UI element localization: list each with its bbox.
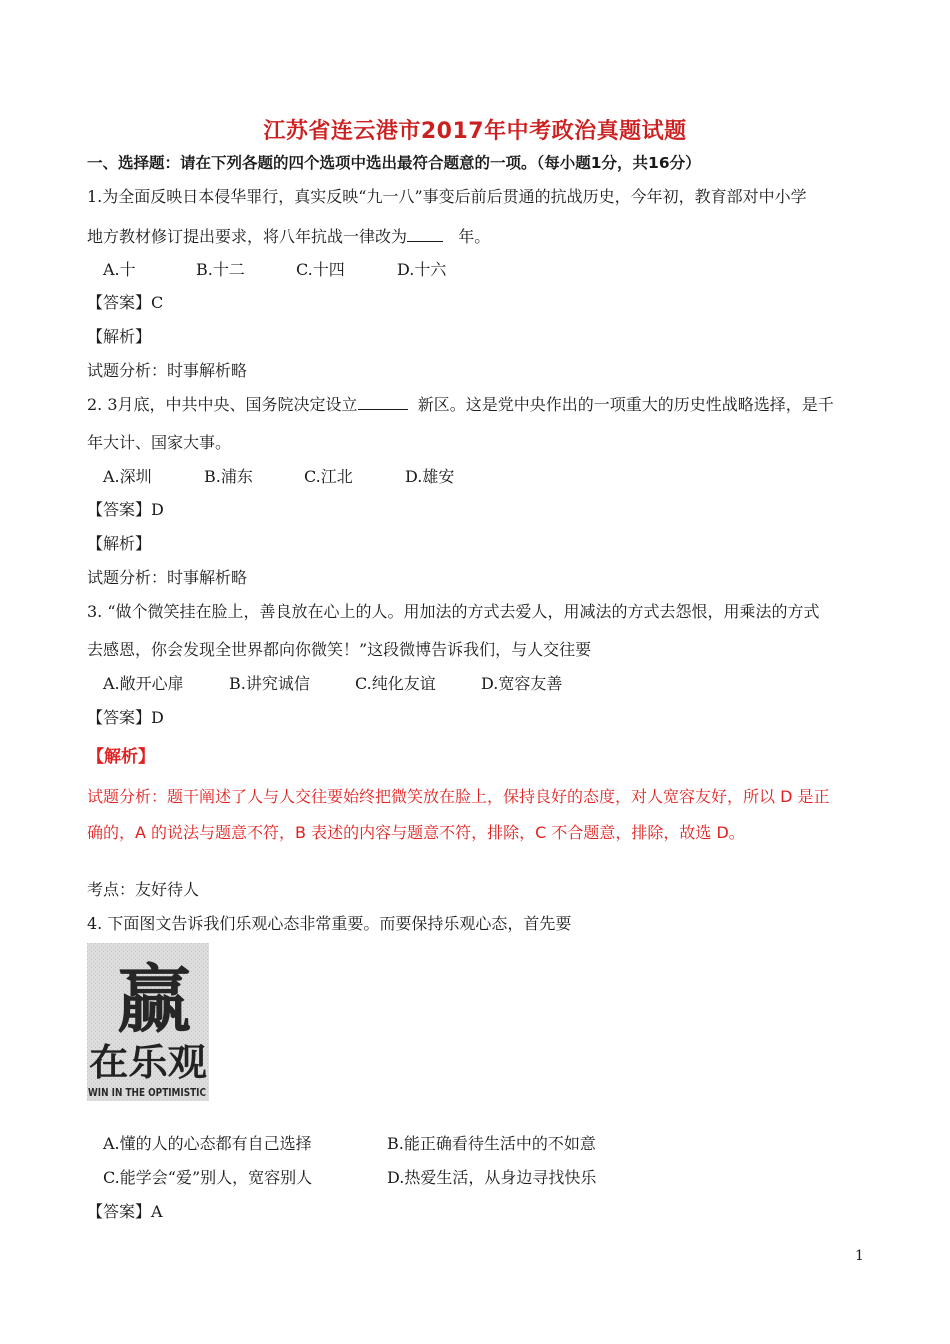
q2-option-d: D.雄安 (405, 467, 455, 486)
q3-stem-line2: 去感恩，你会发现全世界都向你微笑！”这段微博告诉我们，与人交往要 (87, 640, 592, 659)
page-number: 1 (855, 1248, 864, 1264)
q3-option-b: B.讲究诚信 (229, 674, 310, 693)
q4-answer: 【答案】A (87, 1202, 163, 1221)
q4-option-b: B.能正确看待生活中的不如意 (387, 1134, 596, 1153)
q3-stem-line1: 3. “做个微笑挂在脸上，善良放在心上的人。用加法的方式去爱人，用减法的方式去怨恨，用乘法的方式 (87, 602, 820, 621)
q3-option-c: C.纯化友谊 (355, 674, 436, 693)
q3-analysis-line2: 确的，A 的说法与题意不符，B 表述的内容与题意不符，排除，C 不合题意，排除，故选 D。 (87, 823, 745, 842)
q2-analysis-heading: 【解析】 (87, 534, 152, 553)
q3-analysis-heading: 【解析】 (87, 747, 155, 767)
q3-analysis-line1: 试题分析：题干阐述了人与人交往要始终把微笑放在脸上，保持良好的态度，对人宽容友好，所以 D 是正 (87, 787, 830, 806)
q1-option-d: D.十六 (397, 260, 447, 279)
q1-blank (407, 227, 443, 242)
q2-stem-line1 (87, 394, 834, 416)
q2-option-a: A.深圳 (103, 467, 152, 486)
q1-option-a: A.十 (103, 260, 136, 279)
q4-option-a: A.懂的人的心态都有自己选择 (103, 1134, 312, 1153)
q2-analysis: 试题分析：时事解析略 (87, 568, 248, 587)
q2-stem-line1-pre: 2. 3月底，中共中央、国务院决定设立 (87, 395, 358, 414)
q1-option-c: C.十四 (296, 260, 345, 279)
q1-stem-line2 (87, 226, 490, 248)
q4-option-c: C.能学会“爱”别人，宽容别人 (103, 1168, 313, 1187)
q2-option-c: C.江北 (304, 467, 353, 486)
q2-stem-line2: 年大计、国家大事。 (87, 433, 232, 452)
q3-option-d: D.宽容友善 (481, 674, 563, 693)
poster-sub-text: WIN IN THE OPTIMISTIC (88, 1087, 207, 1099)
q3-kaodian: 考点：友好待人 (87, 880, 200, 899)
q1-option-b: B.十二 (196, 260, 245, 279)
q1-stem-line1: 1.为全面反映日本侵华罪行，真实反映“九一八”事变后前后贯通的抗战历史，今年初，教育部对中小学 (87, 187, 807, 206)
q1-analysis: 试题分析：时事解析略 (87, 361, 248, 380)
q1-answer: 【答案】C (87, 293, 164, 312)
q4-option-d: D.热爱生活，从身边寻找快乐 (387, 1168, 597, 1187)
q3-answer: 【答案】D (87, 708, 164, 727)
q1-analysis-heading: 【解析】 (87, 327, 152, 346)
poster-main-text: 在乐观 (89, 1041, 207, 1084)
q1-stem-line2-post: 年。 (458, 227, 491, 246)
q2-answer: 【答案】D (87, 500, 164, 519)
q2-stem-line1-post: 新区。这是党中央作出的一项重大的历史性战略选择，是千 (417, 395, 834, 414)
poster-top-char: 赢 (117, 957, 191, 1043)
q3-option-a: A.敞开心扉 (103, 674, 184, 693)
poster-graphic (87, 943, 209, 1101)
q1-stem-line2-pre: 地方教材修订提出要求，将八年抗战一律改为 (87, 227, 408, 246)
q2-option-b: B.浦东 (204, 467, 253, 486)
section-heading: 一、选择题：请在下列各题的四个选项中选出最符合题意的一项。（每小题1分，共16分） (87, 154, 701, 172)
page-title: 江苏省连云港市2017年中考政治真题试题 (263, 119, 687, 144)
q4-stem: 4. 下面图文告诉我们乐观心态非常重要。而要保持乐观心态，首先要 (87, 914, 572, 933)
q2-blank (358, 395, 408, 410)
optimism-poster-image (87, 943, 209, 1101)
